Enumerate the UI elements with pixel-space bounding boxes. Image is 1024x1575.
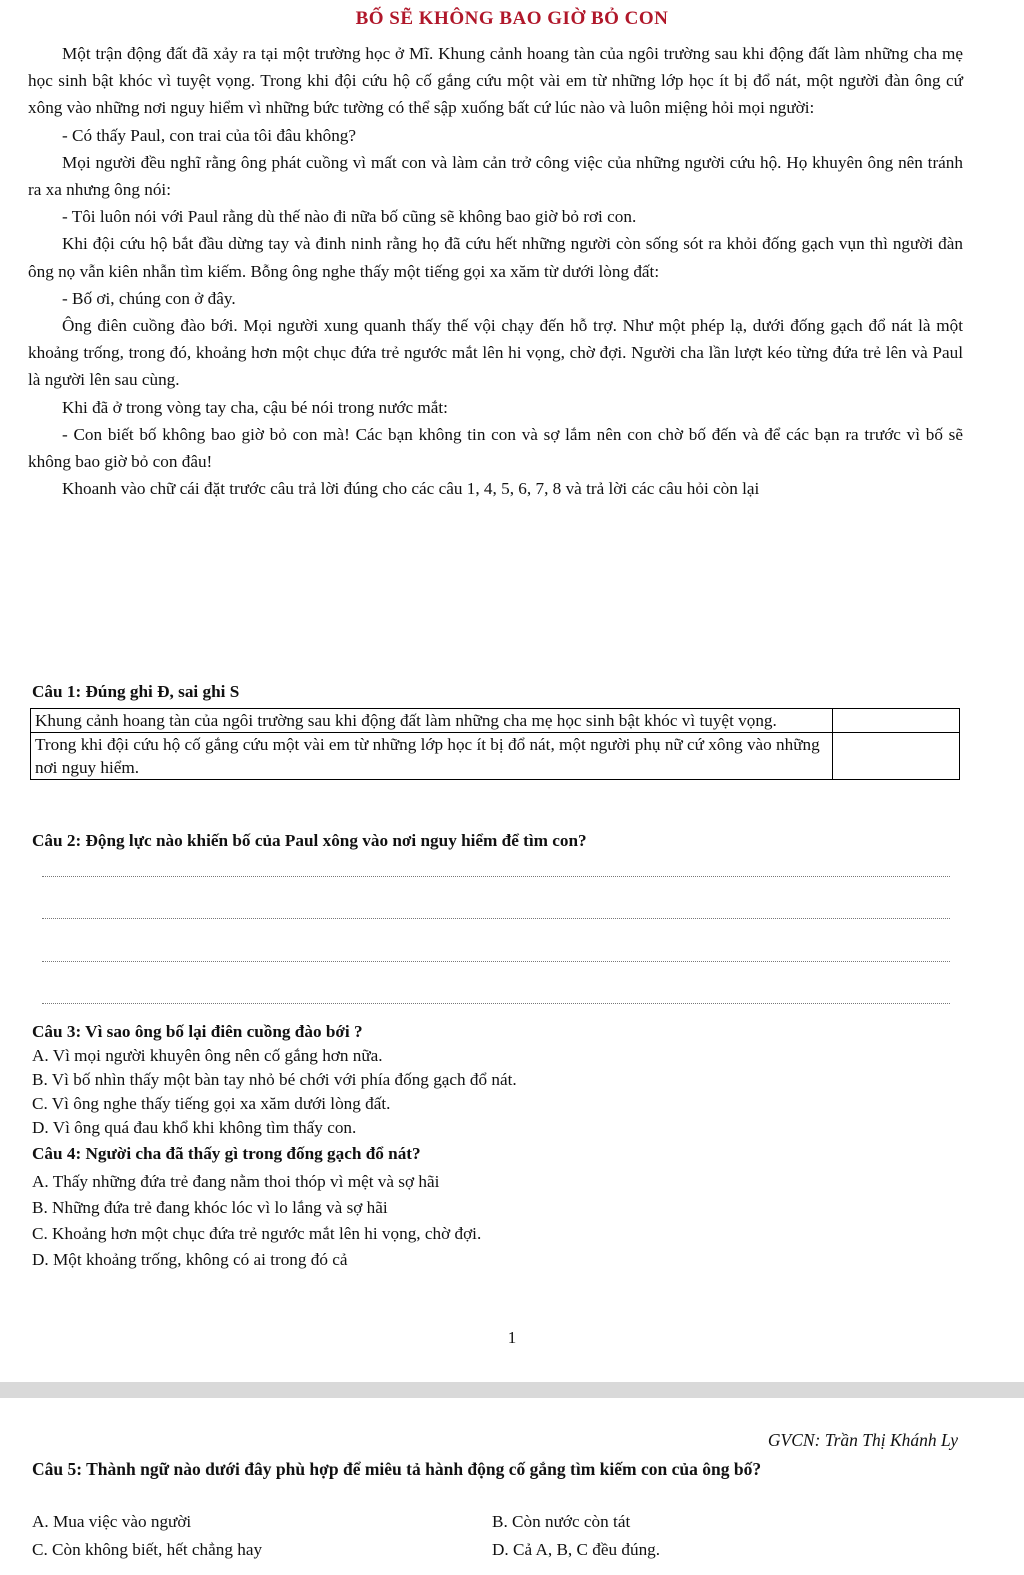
question-5-title: Câu 5: Thành ngữ nào dưới đây phù hợp để miêu tả hành động cố gắng tìm kiếm con của ông bố? (32, 1459, 762, 1479)
true-false-table (30, 708, 960, 780)
paragraph-4: - Tôi luôn nói với Paul rằng dù thế nào đi nữa bố cũng sẽ không bao giờ bỏ rơi con. (62, 207, 637, 227)
worksheet-page-2 (0, 1398, 1024, 1575)
answer-box-1[interactable] (833, 709, 960, 733)
paragraph-7: Ông điên cuồng đào bới. Mọi người xung quanh thấy thế vội chạy đến hỗ trợ. Như một phép lạ, dưới đống gạch đổ nát là một khoảng trống, trong đó, khoảng hơn một chục đứa trẻ ngước mắt lên hi vọng, chờ đợi. Người cha lần lượt kéo từng đứa trẻ lên và Paul là người lên sau cùng. (28, 316, 963, 390)
answer-box-2[interactable] (833, 733, 960, 780)
question-1-title: Câu 1: Đúng ghi Đ, sai ghi S (32, 682, 240, 701)
q3-option-a[interactable]: A. Vì mọi người khuyên ông nên cố gắng hơn nữa. (32, 1046, 383, 1065)
instruction: Khoanh vào chữ cái đặt trước câu trả lời đúng cho các câu 1, 4, 5, 6, 7, 8 và trả lời các câu hỏi còn lại (62, 479, 760, 499)
q3-option-d[interactable]: D. Vì ông quá đau khổ khi không tìm thấy con. (32, 1118, 357, 1137)
paragraph-3: Mọi người đều nghĩ rằng ông phát cuồng vì mất con và làm cản trở công việc của những người cứu hộ. Họ khuyên ông nên tránh ra xa nhưng ông nói: (28, 152, 963, 200)
table-row (31, 733, 960, 780)
teacher-name: GVCN: Trần Thị Khánh Ly (767, 1430, 958, 1450)
paragraph-5: Khi đội cứu hộ bắt đầu dừng tay và đinh ninh rằng họ đã cứu hết những người còn sống sót ra khỏi đống gạch vụn thì người đàn ông nọ vẫn kiên nhẫn tìm kiếm. Bỗng ông nghe thấy một tiếng gọi xa xăm từ dưới lòng đất: (28, 234, 963, 281)
q5-option-c[interactable]: C. Còn không biết, hết chẳng hay (32, 1540, 263, 1559)
paragraph-2: - Có thấy Paul, con trai của tôi đâu không? (62, 125, 357, 145)
question-4-title: Câu 4: Người cha đã thấy gì trong đống gạch đổ nát? (32, 1144, 421, 1163)
answer-line[interactable] (42, 918, 950, 919)
q5-option-d[interactable]: D. Cả A, B, C đều đúng. (492, 1540, 661, 1559)
answer-line[interactable] (42, 1003, 950, 1004)
paragraph-6: - Bố ơi, chúng con ở đây. (62, 288, 236, 308)
table-row (31, 709, 960, 733)
q4-option-c[interactable]: C. Khoảng hơn một chục đứa trẻ ngước mắt lên hi vọng, chờ đợi. (32, 1224, 482, 1243)
answer-line[interactable] (42, 961, 950, 962)
paragraph-8: Khi đã ở trong vòng tay cha, cậu bé nói trong nước mắt: (62, 397, 448, 417)
q5-option-b[interactable]: B. Còn nước còn tát (492, 1512, 631, 1531)
paragraph-1: Một trận động đất đã xảy ra tại một trường học ở Mĩ. Khung cảnh hoang tàn của ngôi trường sau khi động đất làm những cha mẹ học sinh bật khóc vì tuyệt vọng. Trong khi đội cứu hộ cố gắng cứu một vài em từ những lớp học ít bị đổ nát, một người đàn ông cứ xông vào những nơi nguy hiểm vì những bức tường có thể sập xuống bất cứ lúc nào và luôn miệng hỏi mọi người: (28, 44, 963, 118)
q5-option-a[interactable]: A. Mua việc vào người (32, 1512, 192, 1531)
statement-1: Khung cảnh hoang tàn của ngôi trường sau khi động đất làm những cha mẹ học sinh bật khóc vì tuyệt vọng. (31, 709, 833, 733)
q4-option-a[interactable]: A. Thấy những đứa trẻ đang nằm thoi thóp vì mệt và sợ hãi (32, 1172, 440, 1191)
q4-option-b[interactable]: B. Những đứa trẻ đang khóc lóc vì lo lắng và sợ hãi (32, 1198, 388, 1217)
q3-option-c[interactable]: C. Vì ông nghe thấy tiếng gọi xa xăm dưới lòng đất. (32, 1094, 391, 1113)
page-number: 1 (507, 1328, 517, 1347)
question-3-title: Câu 3: Vì sao ông bố lại điên cuồng đào bới ? (32, 1022, 363, 1041)
story-text (28, 40, 963, 502)
story-title: BỐ SẼ KHÔNG BAO GIỜ BỎ CON (355, 8, 669, 29)
paragraph-9: - Con biết bố không bao giờ bỏ con mà! Các bạn không tin con và sợ lắm nên con chờ bố đến và để các bạn ra trước vì bố sẽ không bao giờ bỏ con đâu! (28, 424, 963, 472)
q4-option-d[interactable]: D. Một khoảng trống, không có ai trong đó cả (32, 1250, 348, 1269)
page-separator (0, 1382, 1024, 1398)
q3-option-b[interactable]: B. Vì bố nhìn thấy một bàn tay nhỏ bé chới với phía đống gạch đổ nát. (32, 1070, 517, 1089)
statement-2: Trong khi đội cứu hộ cố gắng cứu một vài em từ những lớp học ít bị đổ nát, một người phụ nữ cứ xông vào những nơi nguy hiểm. (31, 733, 833, 780)
question-2-title: Câu 2: Động lực nào khiến bố của Paul xông vào nơi nguy hiểm để tìm con? (32, 831, 587, 850)
answer-line[interactable] (42, 876, 950, 877)
